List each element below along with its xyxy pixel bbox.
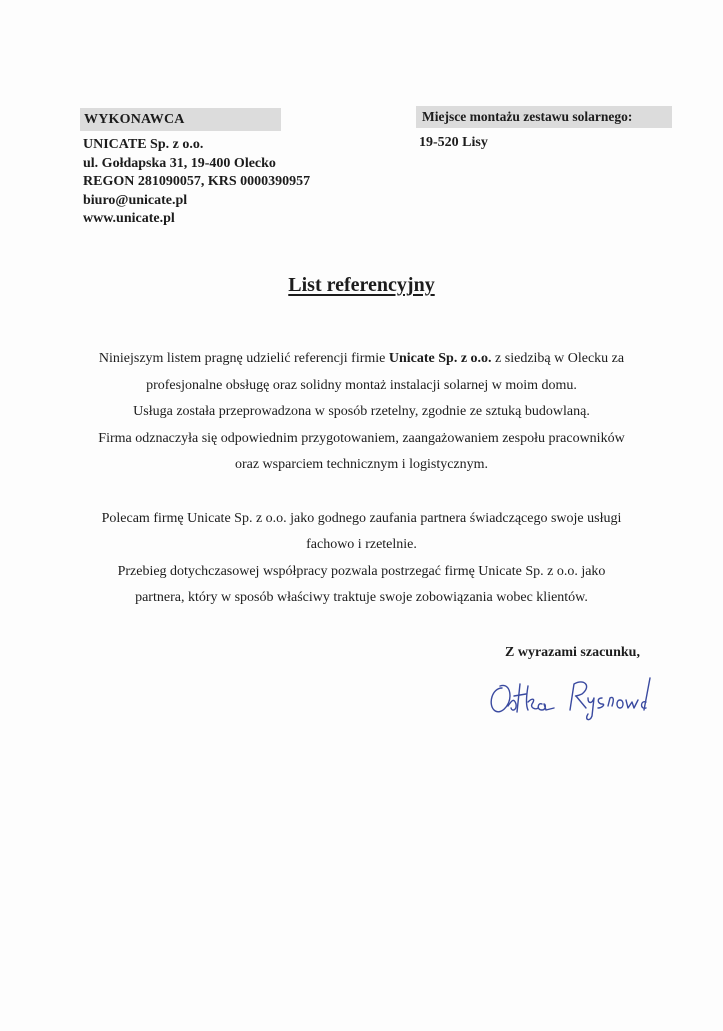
p1-line1-pre: Niniejszym listem pragnę udzielić referencji firmie (98, 351, 389, 366)
contractor-registration: REGON 281090057, KRS 0000390957 (83, 174, 311, 189)
contractor-details (80, 136, 310, 229)
paragraph-2 (60, 506, 663, 612)
letter-title: List referencyjny (288, 274, 435, 296)
p1-line5: oraz wsparciem technicznym i logistycznym. (234, 457, 489, 472)
contractor-website: www.unicate.pl (83, 211, 175, 226)
handwritten-signature (484, 670, 669, 722)
closing-salutation: Z wyrazami szacunku, (505, 645, 640, 660)
contractor-address: ul. Gołdapska 31, 19-400 Olecko (83, 155, 276, 171)
contractor-company: UNICATE Sp. z o.o. (83, 137, 204, 152)
p1-company-name: Unicate Sp. z o.o. (388, 351, 492, 366)
p2-line1: Polecam firmę Unicate Sp. z o.o. jako godnego zaufania partnera świadczącego swoje usługi (101, 510, 622, 526)
contractor-block (80, 108, 310, 229)
letter-body (60, 346, 663, 612)
p2-line4: partnera, który w sposób właściwy traktuje swoje zobowiązania wobec klientów. (135, 590, 588, 605)
installation-site-block (416, 106, 672, 151)
paragraph-1 (60, 346, 663, 479)
contractor-heading: WYKONAWCA (80, 108, 281, 131)
p2-line2: fachowo i rzetelnie. (306, 537, 417, 552)
contractor-email: biuro@unicate.pl (83, 192, 188, 208)
p2-line3: Przebieg dotychczasowej współpracy pozwala postrzegać firmę Unicate Sp. z o.o. jako (117, 563, 606, 579)
p1-line4: Firma odznaczyła się odpowiednim przygotowaniem, zaangażowaniem zespołu pracowników (98, 430, 625, 446)
p1-line3: Usługa została przeprowadzona w sposób rzetelny, zgodnie ze sztuką budowlaną. (133, 404, 590, 419)
installation-site-heading: Miejsce montażu zestawu solarnego: (416, 106, 672, 128)
p1-line2: profesjonalne obsługę oraz solidny montaż instalacji solarnej w moim domu. (146, 377, 577, 393)
p1-line1-post: z siedzibą w Olecku za (491, 351, 625, 366)
installation-site-value: 19-520 Lisy (419, 135, 488, 150)
